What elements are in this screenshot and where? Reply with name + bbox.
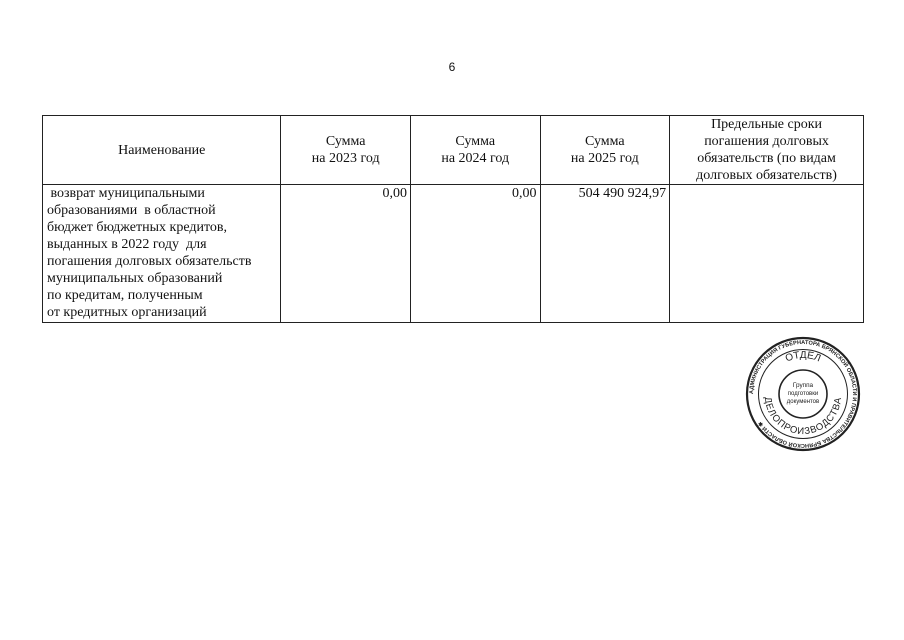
amount-2024-cell: 0,00 <box>410 185 540 323</box>
header-sum-2023: Сумма на 2023 год <box>281 116 411 185</box>
header-sum-2025: Сумма на 2025 год <box>540 116 670 185</box>
page-number: 6 <box>448 60 456 74</box>
stamp-ring-top: ОТДЕЛ <box>783 349 823 365</box>
header-name: Наименование <box>43 116 281 185</box>
header-sum-2024: Сумма на 2024 год <box>410 116 540 185</box>
department-seal-stamp <box>745 336 861 452</box>
stamp-center-line-2: подготовки <box>787 391 819 397</box>
stamp-ring-bottom: ДЕЛОПРОИЗВОДСТВА <box>761 396 845 438</box>
debt-repayment-table <box>42 115 864 323</box>
stamp-center-line-3: документов <box>786 399 820 405</box>
amount-2025-cell: 504 490 924,97 <box>540 185 670 323</box>
row-name-cell: возврат муниципальными образованиями в областной бюджет бюджетных кредитов, выданных в 2022 году для погашения долговых обязательств муниципальных образований по кредитам, полученным от кредитных организаций <box>43 185 281 323</box>
repayment-terms-cell <box>670 185 864 323</box>
table-header-row <box>43 116 864 185</box>
stamp-center-line-1: Группа <box>792 382 814 389</box>
amount-2023-cell: 0,00 <box>281 185 411 323</box>
svg-text:ОТДЕЛ <box>784 350 822 365</box>
header-repayment-terms: Предельные сроки погашения долговых обязательств (по видам долговых обязательств) <box>670 116 864 185</box>
stamp-outer-text: АДМИНИСТРАЦИЯ ГУБЕРНАТОРА БРЯНСКОЙ ОБЛАСТИ И ПРАВИТЕЛЬСТВА БРЯНСКОЙ ОБЛАСТИ ✱ <box>748 339 858 449</box>
table-row <box>43 185 864 323</box>
